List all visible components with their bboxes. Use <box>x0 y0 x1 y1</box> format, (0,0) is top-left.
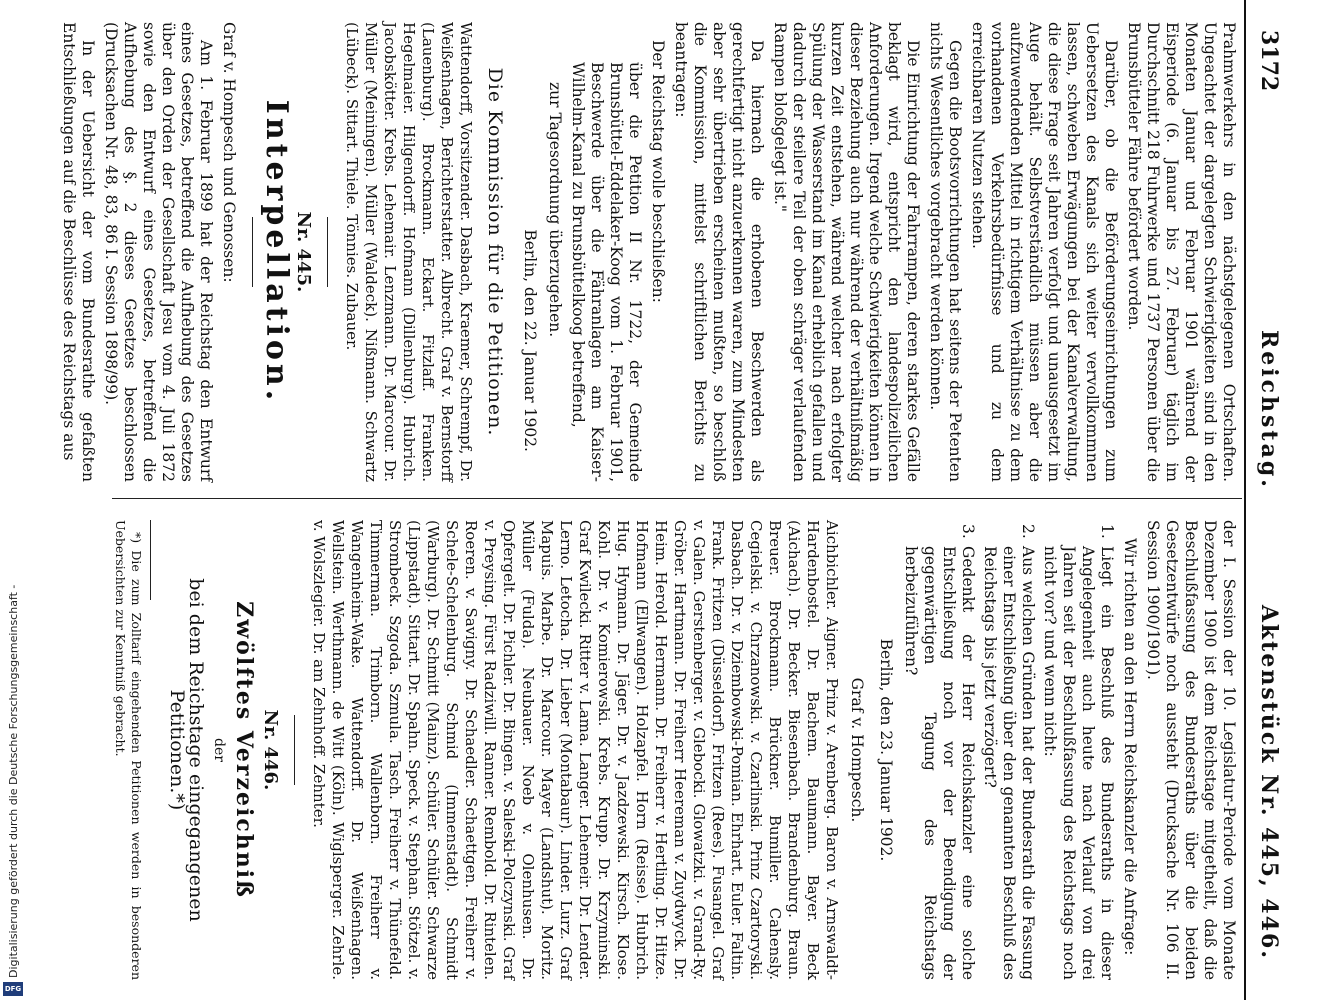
paragraph: Darüber, ob die Beförderungseinrichtungen zum Uebersetzen des Kanals sich weiter vervollkommnen lassen, schweben Erwägungen bei der Kanalverwaltung, die diese Frage seit Jahren verfolgt und unausgesetzt im Auge behält. Selbstverständlich müssen aber die aufzuwendenden Mittel in richtigem Verhältnisse zu dem vorhandenen Verkehrsbedürfnisse und zu dem erreichbaren Nutzen stehen. <box>969 22 1120 482</box>
left-column <box>55 22 1238 482</box>
footnote: *) Die zum Zolltarif eingehenden Petitionen werden in besonderen Uebersichten zur Kenntniß gebracht. <box>113 520 144 980</box>
page-number: 3172 <box>1256 30 1282 92</box>
separator <box>294 715 295 785</box>
question-text: Liegt ein Beschluß des Bundesraths in dieser Angelegenheit auch heute nach Verlauf von drei Jahren seit der Beschlußfassung des Reichstags noch nicht vor? und wenn nicht: <box>1041 546 1116 980</box>
signer-line: Graf v. Hompesch. <box>848 677 866 823</box>
supporters-list: Aichbichler. Aigner. Prinz v. Arenberg. Baron v. Arnswaldt-Hardenbostel. Dr. Bachem. Baumann. Bayer. Beck (Aichach). Dr. Becker. Biesenbach. Brandenburg. Braun. Breuer. Brockmann. Brückner. Bumiller. Cahensly. Cegielski. v. Chrzanowski. v. Czarlinski. Prinz Czartoryski. Dasbach. Dr. v. Dziembowski-Pomian. Ehrhart. Euler. Faltin. Frank. Fritzen (Düsseldorf). Fritzen (Rees). Fusangel. Graf v. Galen. Gerstenberger. v. Glebocki. Glowatzki. v. Grand-Ry. Gröber. Hartmann. Dr. Freiherr Heereman v. Zuydwyck. Dr. Heim. Herold. Hermann. Dr. Freiherr v. Hertling. Dr. Hitze. Hofmann (Ellwangen). Holzapfel. Horn (Reisse). Hubrich. Hug. Hymann. Dr. Jäger. Dr. v. Jazdzewski. Kirsch. Klose. Kohl. Dr. v. Komierowski. Krebs. Krupp. Dr. Krzyminski. Graf Kwilecki. Ritter v. Lama. Langer. Lehemeir. Dr. Lender. Lerno. Letocha. Dr. Lieber (Montabaur). Linder. Lurz. Graf Mapuis. Marbe. Dr. Marcour. Mayer (Landshut). Moritz. Müller (Fulda). Neubauer. Noeb v. Olenhusen. Dr. Opfergelt. Dr. Pichler. Dr. Bingen. v. Saleski-Polczynski. Graf v. Preysing. Fürst Radziwill. Ranner. Rembold. Dr. Rintelen. Roeren. v. Savigny. Dr. Schaedler. Schaettgen. Freiherr v. Schele-Schelenburg. Schmid (Immenstadt). Schmidt (Warburg). Dr. Schmitt (Mainz). Schüler. Schüler. Schwarze (Lippstadt). Sittart. Dr. Spahn. Speck. v. Stephan. Stötzel. v. Strombeck. Szgoda. Szmula. Tasch. Freiherr v. Thünefeld. Timmerman. Trimborn. Wallenborn. Freiherr v. Wangenheim-Wake. Wattendorff. Dr. Weißenhagen. Wellstein. Werthmann. de Witt (Köln). Wiglsperger. Zehrle. v. Wolszlegier. Dr. am Zehnhoff. Zehnter. <box>310 520 841 980</box>
commission-title: Die Kommission für die Petitionen. <box>484 67 506 437</box>
question-number: 2. <box>1019 524 1037 539</box>
paragraph: Die Einrichtung der Fahrrampen, deren starkes Gefälle beklagt wird, entspricht den landespolizeilichen Anforderungen. Irgend welche Schwierigkeiten können in dieser Beziehung auch nur während der verhältnißmäßig kurzen Zeit entstehen, während welcher nach erfolgter Spülung der Wasserstand im Kanal erheblich gefallen und dadurch der steilere Teil der oben schräger verlaufenden Rampen bloßgelegt ist." <box>771 22 922 482</box>
question-text: Aus welchen Gründen hat der Bundesrath die Fassung einer Entschließung über den genannten Beschluß des Reichstags bis jetzt verzögert? <box>981 546 1037 980</box>
document-number-446: Nr. 446. <box>260 709 281 791</box>
right-column <box>112 520 1238 980</box>
footnote-separator <box>150 520 151 600</box>
heading-subtitle: bei dem Reichstage eingegangenen Petitionen.*) <box>166 578 207 922</box>
funding-note: Digitalisierung gefördert durch die Deutsche Forschungsgemeinschaft - <box>7 584 20 978</box>
interpellation-heading: Interpellation. <box>259 99 294 405</box>
dfg-logo: DFG <box>3 982 23 996</box>
question-text: Gedenkt der Herr Reichskanzler eine solche Entschließung noch vor der Beendigung der gegenwärtigen Tagung des Reichstags herbeizuführen? <box>902 546 977 980</box>
paragraph: Gegen die Bootsvorrichtungen hat seitens der Petenten nichts Wesentliches vorgebracht werden können. <box>927 22 964 482</box>
header-title: Reichstag. <box>1256 330 1282 490</box>
header-document-numbers: Aktenstück Nr. 445, 446. <box>1256 604 1282 960</box>
separator <box>252 217 253 287</box>
signer-line: Graf v. Hompesch und Genossen: <box>220 22 238 283</box>
document-number-445: Nr. 445. <box>293 211 314 293</box>
date-line: Berlin, den 23. Januar 1902. <box>877 638 895 862</box>
separator <box>327 217 328 287</box>
column-divider <box>112 498 1242 499</box>
motion-conclusion: zur Tagesordnung überzugehen. <box>546 82 564 338</box>
paragraph: Prahmwerkehrs in den nächstgelegenen Ortschaften. Ungeachtet der dargelegten Schwierigkeiten sind in den Monaten Januar und Februar 1901 während der Eisperiode (6. Januar bis 27. Februar) täglich im Durchschnitt 218 Fuhrwerke und 1737 Personen über die Brunsbütteler Fähre befördert worden. <box>1125 22 1238 482</box>
paragraph: Wir richten an den Herrn Reichskanzler die Anfrage: <box>1121 538 1139 956</box>
question-number: 1. <box>1098 524 1116 539</box>
paragraph: Da hiernach die erhobenen Beschwerden als gerechtfertigt nicht anzuerkennen waren, zum Mindesten aber sehr übertrieben erscheinen mußten, so beschloß die Kommission, mittelst schriftlichen Berichts zu beantragen: <box>672 22 766 482</box>
paragraph: der I. Session der 10. Legislatur-Periode vom Monate Dezember 1900 ist dem Reichstage mitgetheilt, daß die Beschlußfassung des Bundesraths über die beiden Gesetzentwürfe noch aussteht (Drucksache Nr. 106 II. Session 1900/1901). <box>1144 520 1238 980</box>
page-header <box>1244 0 1290 1000</box>
heading-connector: der <box>211 738 227 762</box>
commission-members: Wattendorff, Vorsitzender. Dasbach, Kraemer, Schrempf, Dr. Weißenhagen, Berichterstatter. Albrecht. Graf v. Bernstorff (Lauenburg). Brockmann. Eckart. Fitzlaff. Franken. Hegelmaier. Hilgendorff. Hofmann (Dillenburg). Hubrich. Jacobskötter. Krebs. Lehemair. Lenzmann. Dr. Marcour. Dr. Müller (Meiningen). Müller (Waldeck). Nißmann. Schwartz (Lübeck). Sittart. Thiele. Tönnies. Zubauer. <box>343 22 475 482</box>
funding-sidebar <box>0 0 26 1000</box>
paragraph: Am 1. Februar 1899 hat der Reichstag den Entwurf eines Gesetzes, betreffend die Aufhebung des Gesetzes über den Orden der Gesellschaft Jesu vom 4. Juli 1872 sowie den Entwurf eines Gesetzes, betreffend die Aufhebung des §. 2 dieses Gesetzes beschlossen (Drucksachen Nr. 48, 83, 86 I. Session 1898/99). <box>102 22 215 482</box>
paragraph: Der Reichstag wolle beschließen: <box>649 40 667 303</box>
question-item <box>901 520 977 980</box>
list-heading: Zwölftes Verzeichniß <box>231 601 257 899</box>
question-item <box>980 520 1037 980</box>
question-item <box>1040 520 1116 980</box>
document-page <box>60 0 1300 1000</box>
date-line: Berlin, den 22. Januar 1902. <box>521 229 539 452</box>
motion-text: über die Petition II Nr. 1722, der Gemeinde Brunsbüttel-Eddelaker-Koog vom 1. Februar 1901, Beschwerde über die Fähranlagen am Kaiser-Wilhelm-Kanal zu Brunsbüttelkoog betreffend, <box>569 62 644 482</box>
paragraph: In der Uebersicht der vom Bundesrathe gefaßten Entschließungen auf die Beschlüsse des Reichstags aus <box>60 22 97 482</box>
question-number: 3. <box>959 524 977 539</box>
